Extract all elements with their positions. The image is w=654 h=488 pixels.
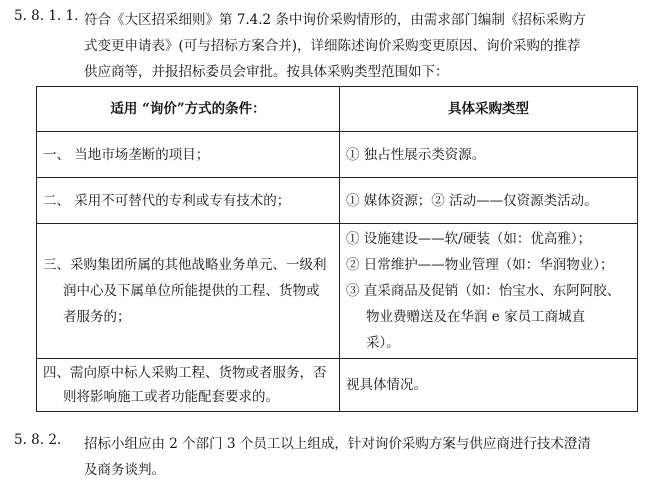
- paragraph-line: 供应商等，并报招标委员会审批。按具体采购类型范围如下：: [84, 64, 449, 80]
- condition-cell: 二、 采用不可替代的专利或专有技术的；: [37, 178, 340, 224]
- type-cell: ① 独占性展示类资源。: [340, 132, 638, 178]
- paragraph-line: 及商务谈判。: [84, 462, 165, 478]
- condition-cell: 一、 当地市场垄断的项目；: [37, 132, 340, 178]
- header-condition: 适用 “询价”方式的条件：: [37, 87, 340, 132]
- paragraph-5-8-1-1: [14, 4, 644, 84]
- condition-cell: 四、需向原中标人采购工程、货物或者服务，否 则将影响施工或者功能配套要求的。: [37, 359, 340, 412]
- table-header-row: [37, 87, 638, 132]
- table-row: [37, 178, 638, 224]
- section-number: 5. 8. 2.: [14, 432, 62, 448]
- section-number: 5. 8. 1. 1.: [14, 8, 79, 24]
- condition-cell: 三、采购集团所属的其他战略业务单元、一级利 润中心及下属单位所能提供的工程、货物或 者服务的；: [37, 224, 340, 359]
- table-row: [37, 359, 638, 412]
- table-row: [37, 132, 638, 178]
- type-cell: ① 媒体资源；② 活动——仅资源类活动。: [340, 178, 638, 224]
- header-type: 具体采购类型: [340, 87, 638, 132]
- paragraph-line: 式变更申请表》(可与招标方案合并)，详细陈述询价采购变更原因、询价采购的推荐: [84, 38, 581, 54]
- type-cell: 视具体情况。: [340, 359, 638, 412]
- table-row: [37, 224, 638, 359]
- type-cell: ① 设施建设——软/硬装（如：优高雅）； ② 日常维护——物业管理（如：华润物业）； ③ 直采商品及促销（如：怡宝水、东阿阿胶、 物业费赠送及在华润 e 家员工商城直 采）。: [340, 224, 638, 359]
- paragraph-line: 招标小组应由 2 个部门 3 个员工以上组成，针对询价采购方案与供应商进行技术澄清: [84, 436, 591, 452]
- paragraph-5-8-2: [14, 428, 644, 484]
- paragraph-line: 符合《大区招采细则》第 7.4.2 条中询价采购情形的，由需求部门编制《招标采购方: [84, 12, 586, 28]
- procurement-conditions-table: [36, 86, 638, 412]
